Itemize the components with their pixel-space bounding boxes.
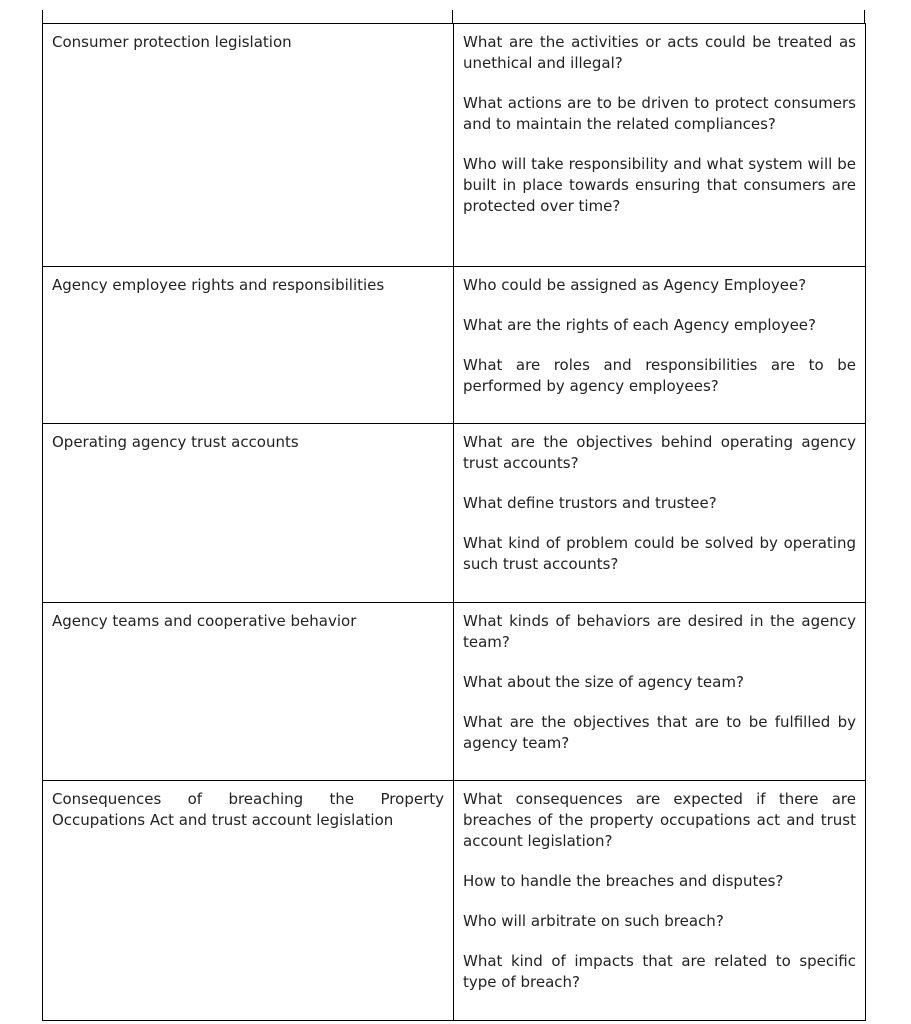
topic-cell: Consequences of breaching the Property Occupations Act and trust account legislation (43, 781, 454, 1021)
topics-questions-table (42, 23, 866, 1021)
document-table-container (42, 0, 865, 1021)
question-text: How to handle the breaches and disputes? (463, 872, 784, 890)
question-text: What kind of impacts that are related to specific type of breach? (463, 952, 856, 991)
question-text: What define trustors and trustee? (463, 494, 717, 512)
question-text: What are the objectives behind operating agency trust accounts? (463, 433, 856, 472)
questions-cell (454, 267, 866, 424)
question-text: What kinds of behaviors are desired in the agency team? (463, 612, 856, 651)
table-top-continuation (42, 0, 865, 23)
table-row (43, 781, 866, 1021)
questions-cell (454, 424, 866, 603)
question-text: Who will arbitrate on such breach? (463, 912, 724, 930)
question-text: Who could be assigned as Agency Employee? (463, 276, 807, 294)
topic-cell: Agency employee rights and responsibilities (43, 267, 454, 424)
table-left-border (42, 10, 43, 23)
questions-cell (454, 603, 866, 781)
topic-cell: Agency teams and cooperative behavior (43, 603, 454, 781)
question-text: What kind of problem could be solved by operating such trust accounts? (463, 534, 856, 573)
table-row (43, 424, 866, 603)
topic-cell: Consumer protection legislation (43, 24, 454, 267)
table-middle-border (452, 10, 453, 23)
table-row (43, 267, 866, 424)
question-text: Who will take responsibility and what system will be built in place towards ensuring that consumers are protected over time? (463, 155, 856, 215)
question-text: What are the activities or acts could be treated as unethical and illegal? (463, 33, 856, 72)
question-text: What actions are to be driven to protect consumers and to maintain the related compliances? (463, 94, 856, 133)
question-text: What are the objectives that are to be fulfilled by agency team? (463, 713, 856, 752)
question-text: What consequences are expected if there are breaches of the property occupations act and trust account legislation? (463, 790, 856, 850)
topic-cell: Operating agency trust accounts (43, 424, 454, 603)
table-row (43, 603, 866, 781)
question-text: What about the size of agency team? (463, 673, 744, 691)
questions-cell (454, 781, 866, 1021)
question-text: What are roles and responsibilities are to be performed by agency employees? (463, 356, 856, 395)
questions-cell (454, 24, 866, 267)
table-right-border (864, 10, 865, 23)
table-row (43, 24, 866, 267)
question-text: What are the rights of each Agency employee? (463, 316, 816, 334)
